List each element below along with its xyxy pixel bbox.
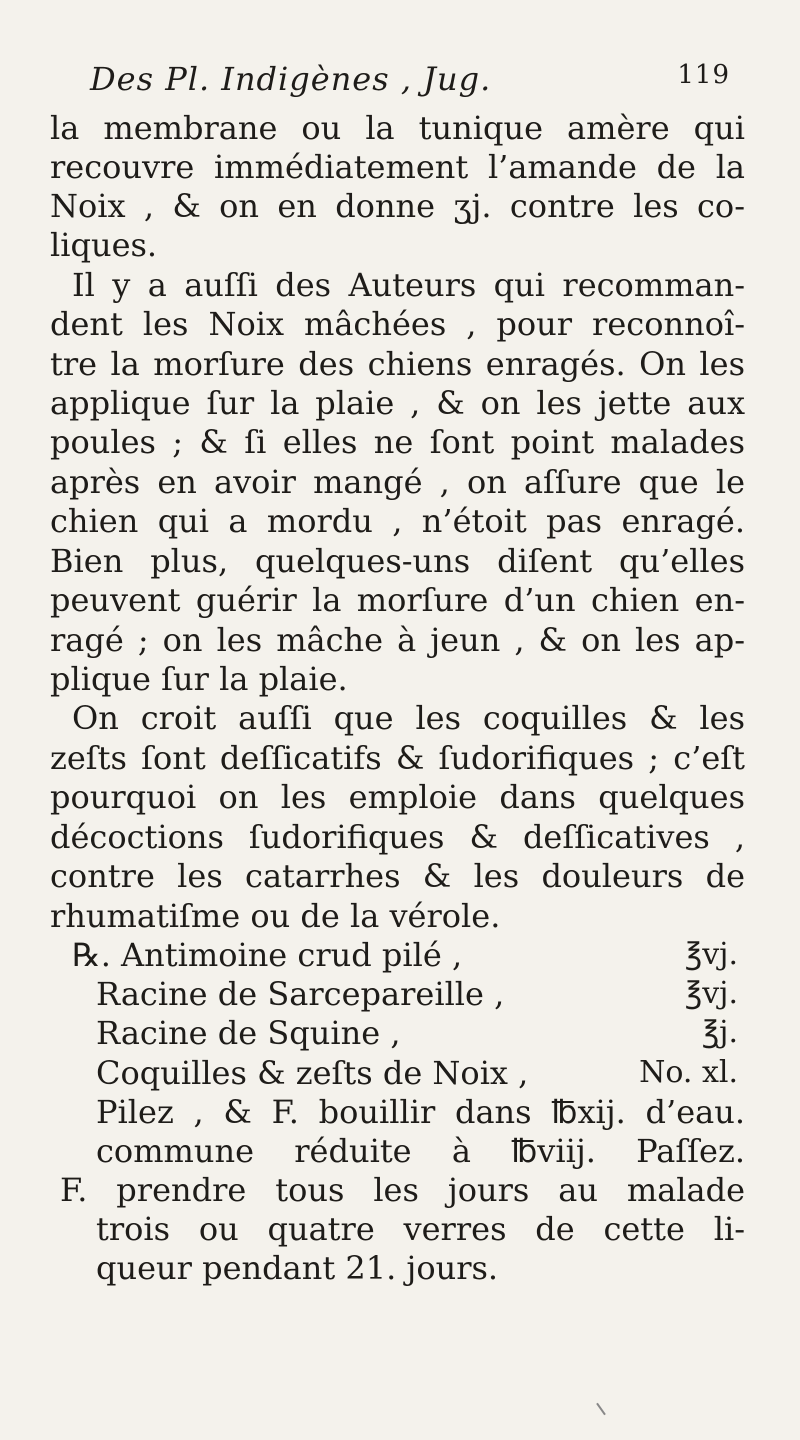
recipe-instruction: commune réduite à ℔viij. Paſſez.: [96, 1132, 745, 1170]
text-line: liques.: [50, 226, 158, 264]
text-line: On croit auſſi que les coquilles & les: [72, 699, 745, 737]
text-line: dent les Noix mâchées , pour reconnoî-: [50, 305, 745, 343]
ink-mark: [596, 1403, 606, 1416]
recipe-ingredient: Coquilles & zeſts de Noix ,: [96, 1054, 529, 1092]
recipe-instruction: F. prendre tous les jours au malade: [60, 1171, 745, 1209]
recipe-dose: ℥vj.: [684, 937, 738, 972]
recipe-dose: ℥vj.: [684, 976, 738, 1011]
text-line: la membrane ou la tunique amère qui: [50, 109, 745, 147]
text-line: poules ; & ſi elles ne ſont point malades: [50, 423, 745, 461]
text-line: pourquoi on les emploie dans quelques: [50, 778, 745, 816]
text-line: plique ſur la plaie.: [50, 660, 348, 698]
text-line: Bien plus, quelques-uns diſent qu’elles: [50, 542, 745, 580]
running-header: [90, 60, 730, 104]
text-line: rhumatiſme ou de la vérole.: [50, 897, 501, 935]
text-line: Il y a auſſi des Auteurs qui recomman-: [72, 266, 745, 304]
text-line: contre les catarrhes & les douleurs de: [50, 857, 745, 895]
text-line: zeſts ſont deſſicatifs & ſudorifiques ; c’eſt: [50, 739, 745, 777]
recipe-ingredient: ℞. Antimoine crud pilé ,: [72, 936, 463, 974]
text-line: Noix , & on en donne ʒj. contre les co-: [50, 187, 745, 225]
recipe-ingredient: Racine de Squine ,: [96, 1014, 401, 1052]
recipe-dose: No. xl.: [639, 1055, 738, 1090]
text-line: décoctions ſudorifiques & deſſicatives ,: [50, 818, 745, 856]
text-line: chien qui a mordu , n’étoit pas enragé.: [50, 502, 745, 540]
text-line: peuvent guérir la morſure d’un chien en-: [50, 581, 745, 619]
page-number: 119: [677, 60, 730, 90]
recipe-instruction: trois ou quatre verres de cette li-: [96, 1210, 745, 1248]
recipe-ingredient: Racine de Sarcepareille ,: [96, 975, 505, 1013]
text-line: après en avoir mangé , on aſſure que le: [50, 463, 745, 501]
recipe-dose: ℥j.: [701, 1015, 738, 1050]
text-line: tre la morſure des chiens enragés. On les: [50, 345, 745, 383]
text-line: recouvre immédiatement l’amande de la: [50, 148, 745, 186]
text-line: ragé ; on les mâche à jeun , & on les ap-: [50, 621, 745, 659]
recipe-instruction: Pilez , & F. bouillir dans ℔xij. d’eau.: [96, 1093, 745, 1131]
text-line: applique ſur la plaie , & on les jette aux: [50, 384, 745, 422]
recipe-instruction: queur pendant 21. jours.: [96, 1249, 499, 1287]
running-title: Des Pl. Indigènes , Jug.: [90, 60, 492, 98]
